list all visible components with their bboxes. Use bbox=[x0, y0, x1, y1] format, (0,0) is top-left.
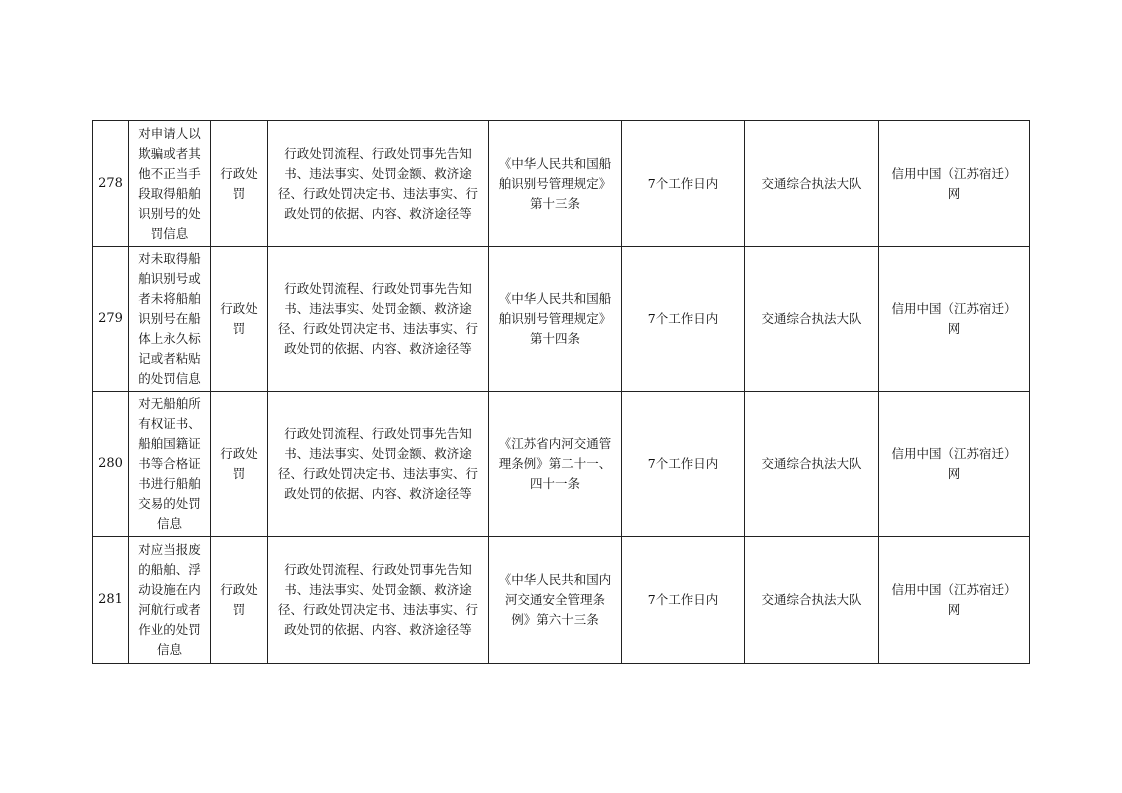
item-name-cell bbox=[129, 247, 211, 392]
department: 交通综合执法大队 bbox=[761, 311, 862, 326]
row-number-cell bbox=[93, 537, 129, 664]
item-name: 对应当报废的船舶、浮动设施在内河航行或者作业的处罚信息 bbox=[138, 542, 201, 657]
department-cell bbox=[745, 392, 879, 537]
table-row bbox=[93, 121, 1030, 247]
publish-channel-cell bbox=[879, 121, 1030, 247]
basis-cell bbox=[489, 121, 622, 247]
category-cell bbox=[211, 537, 268, 664]
legal-basis: 《中华人民共和国船舶识别号管理规定》第十三条 bbox=[498, 155, 612, 211]
legal-basis: 《江苏省内河交通管理条例》第二十一、四十一条 bbox=[498, 436, 612, 491]
row-number-cell bbox=[93, 247, 129, 392]
item-name-cell bbox=[129, 537, 211, 664]
category: 行政处罚 bbox=[220, 301, 258, 336]
department: 交通综合执法大队 bbox=[761, 175, 862, 191]
row-number: 281 bbox=[98, 592, 123, 607]
item-name: 对无船舶所有权证书、船舶国籍证书等合格证书进行船舶交易的处罚信息 bbox=[138, 396, 201, 531]
publish-channel: 信用中国（江苏宿迁）网 bbox=[891, 446, 1017, 481]
row-number: 279 bbox=[98, 311, 123, 326]
department-cell bbox=[745, 121, 879, 247]
table-row bbox=[93, 247, 1030, 392]
content-cell bbox=[268, 392, 489, 537]
content-cell bbox=[268, 247, 489, 392]
item-name: 对未取得船舶识别号或者未将船舶识别号在船体上永久标记或者粘贴的处罚信息 bbox=[138, 251, 201, 386]
basis-cell bbox=[489, 247, 622, 392]
row-number-cell bbox=[93, 121, 129, 247]
category-cell bbox=[211, 392, 268, 537]
department: 交通综合执法大队 bbox=[761, 592, 862, 607]
disclosure-content: 行政处罚流程、行政处罚事先告知书、违法事实、处罚金额、救济途径、行政处罚决定书、违法事实、行政处罚的依据、内容、救济途径等 bbox=[277, 281, 478, 356]
item-name-cell bbox=[129, 121, 211, 247]
category-cell bbox=[211, 247, 268, 392]
publish-channel-cell bbox=[879, 537, 1030, 664]
content-cell bbox=[268, 121, 489, 247]
disclosure-content: 行政处罚流程、行政处罚事先告知书、违法事实、处罚金额、救济途径、行政处罚决定书、违法事实、行政处罚的依据、内容、救济途径等 bbox=[277, 562, 478, 637]
timeframe-cell bbox=[622, 247, 745, 392]
item-name-cell bbox=[129, 392, 211, 537]
disclosure-table bbox=[92, 120, 1030, 664]
row-number: 278 bbox=[98, 175, 123, 191]
legal-basis: 《中华人民共和国船舶识别号管理规定》第十四条 bbox=[498, 291, 612, 346]
category: 行政处罚 bbox=[220, 446, 258, 481]
disclosure-content: 行政处罚流程、行政处罚事先告知书、违法事实、处罚金额、救济途径、行政处罚决定书、违法事实、行政处罚的依据、内容、救济途径等 bbox=[277, 145, 478, 221]
table-row bbox=[93, 537, 1030, 664]
item-name: 对申请人以欺骗或者其他不正当手段取得船舶识别号的处罚信息 bbox=[138, 125, 201, 241]
content-cell bbox=[268, 537, 489, 664]
row-number: 280 bbox=[98, 456, 123, 471]
timeframe: 7个工作日内 bbox=[647, 311, 719, 326]
publish-channel: 信用中国（江苏宿迁）网 bbox=[891, 582, 1017, 617]
category: 行政处罚 bbox=[220, 165, 258, 201]
timeframe-cell bbox=[622, 121, 745, 247]
timeframe: 7个工作日内 bbox=[647, 592, 719, 607]
table-row bbox=[93, 392, 1030, 537]
category-cell bbox=[211, 121, 268, 247]
publish-channel-cell bbox=[879, 392, 1030, 537]
row-number-cell bbox=[93, 392, 129, 537]
disclosure-content: 行政处罚流程、行政处罚事先告知书、违法事实、处罚金额、救济途径、行政处罚决定书、违法事实、行政处罚的依据、内容、救济途径等 bbox=[277, 426, 478, 501]
publish-channel: 信用中国（江苏宿迁）网 bbox=[891, 301, 1017, 336]
basis-cell bbox=[489, 537, 622, 664]
department-cell bbox=[745, 247, 879, 392]
timeframe-cell bbox=[622, 392, 745, 537]
timeframe: 7个工作日内 bbox=[647, 456, 719, 471]
timeframe: 7个工作日内 bbox=[647, 175, 719, 191]
department-cell bbox=[745, 537, 879, 664]
basis-cell bbox=[489, 392, 622, 537]
publish-channel: 信用中国（江苏宿迁）网 bbox=[891, 165, 1017, 201]
legal-basis: 《中华人民共和国内河交通安全管理条例》第六十三条 bbox=[498, 572, 612, 627]
timeframe-cell bbox=[622, 537, 745, 664]
publish-channel-cell bbox=[879, 247, 1030, 392]
department: 交通综合执法大队 bbox=[761, 456, 862, 471]
category: 行政处罚 bbox=[220, 582, 258, 617]
